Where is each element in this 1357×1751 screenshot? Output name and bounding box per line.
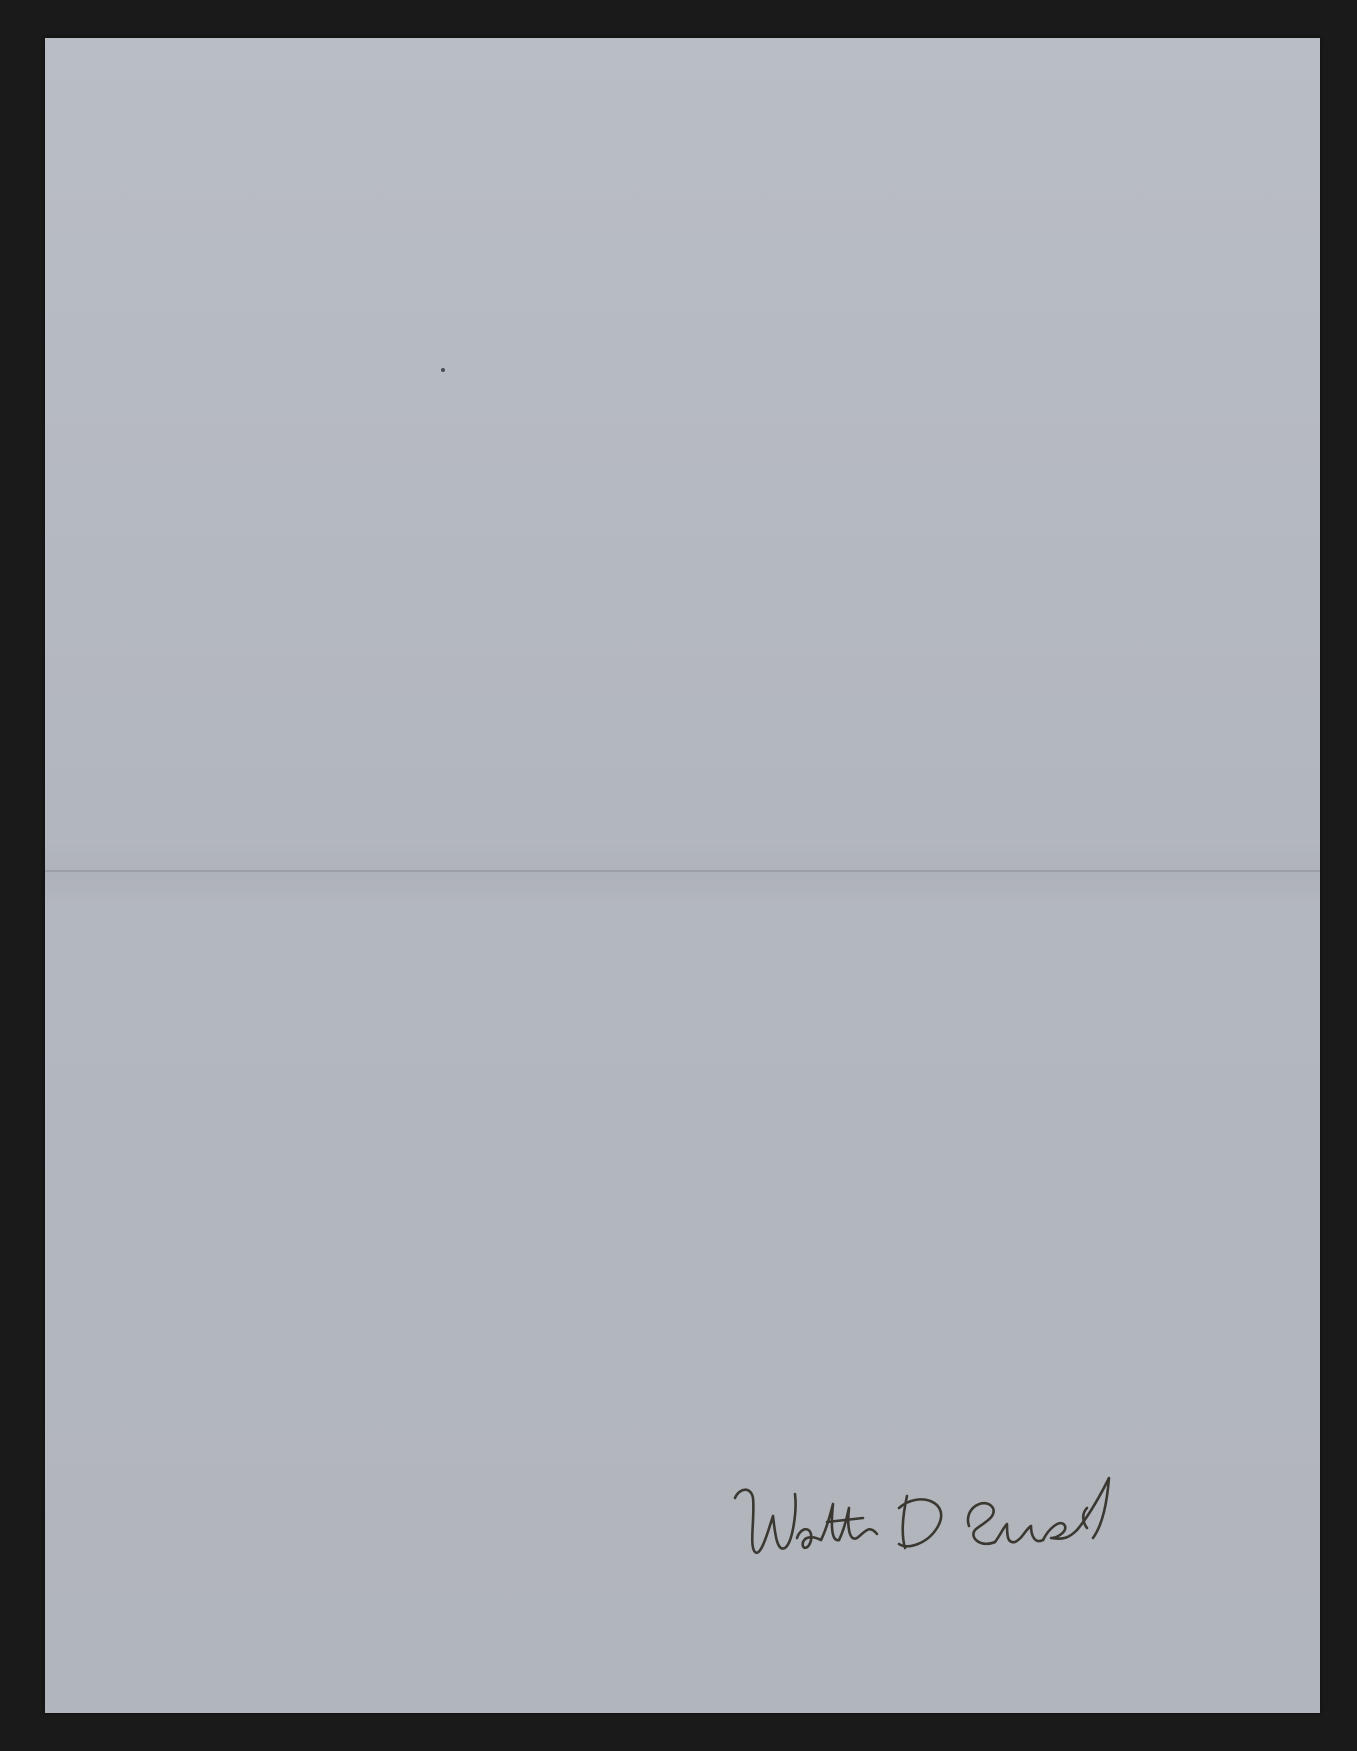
fold-line xyxy=(45,870,1320,872)
paper-speck xyxy=(441,368,445,372)
handwritten-signature xyxy=(731,1468,1131,1578)
letter-page xyxy=(45,38,1320,1713)
